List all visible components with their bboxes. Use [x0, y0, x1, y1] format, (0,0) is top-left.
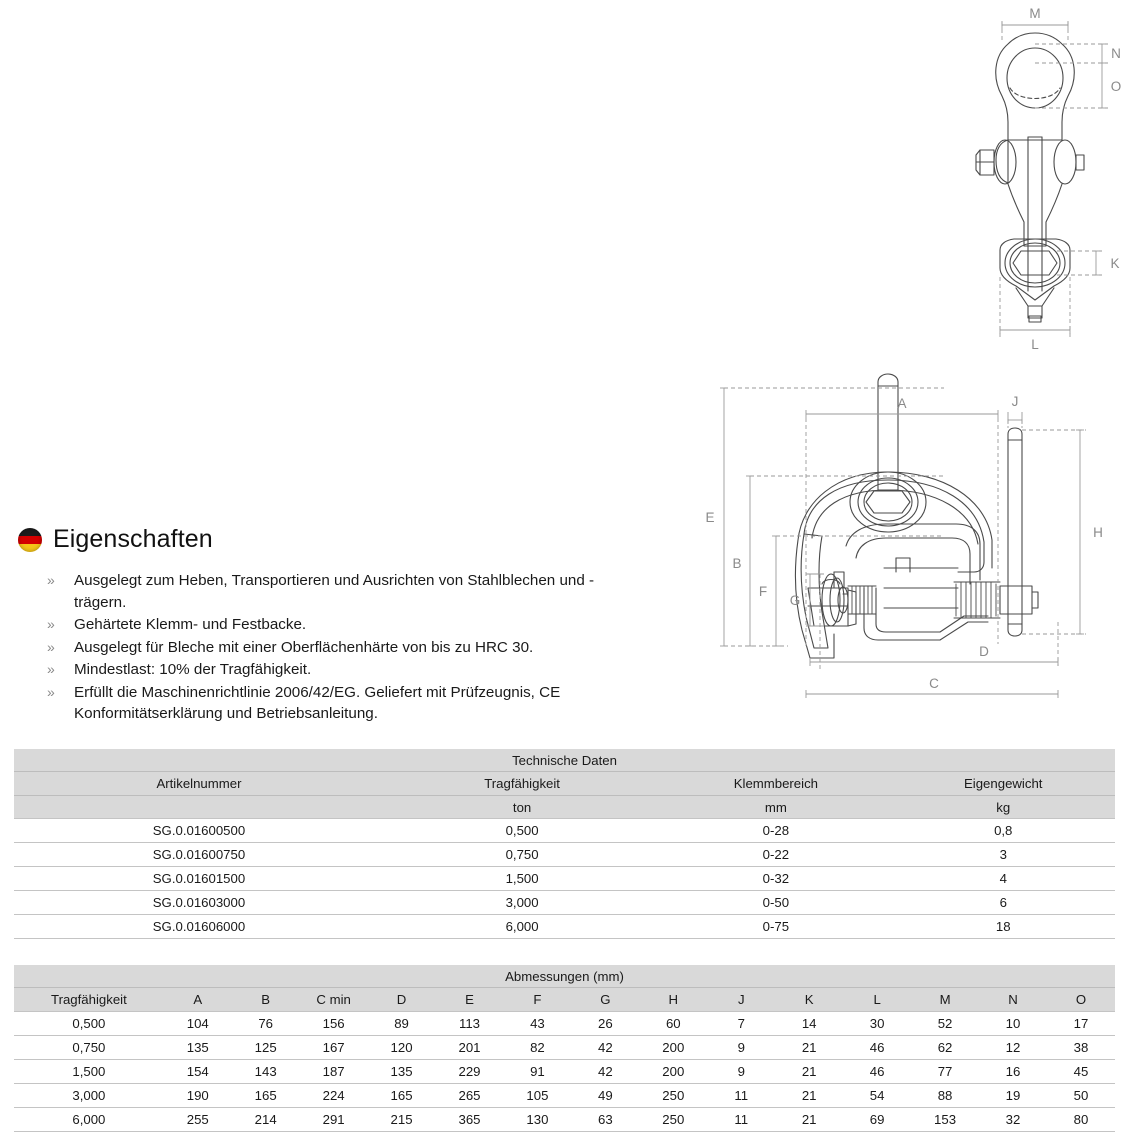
technical-data-table — [14, 748, 1115, 939]
cell-dim-f: 130 — [503, 1108, 571, 1132]
cell-dim-g: 42 — [571, 1060, 639, 1084]
table-unit-row — [14, 796, 1115, 819]
unit-cell: mm — [660, 796, 891, 819]
cell-dim-b: 76 — [232, 1012, 300, 1036]
cell-dim-g: 49 — [571, 1084, 639, 1108]
feature-text: Erfüllt die Maschinenrichtlinie 2006/42/EG. Geliefert mit Prüfzeugnis, CE Konformitätserklärung und Betriebsanleitung. — [74, 683, 561, 722]
cell-dim-f: 91 — [503, 1060, 571, 1084]
dim-label-M: M — [1029, 6, 1041, 21]
feature-item — [47, 682, 618, 725]
cell-dim-b: 214 — [232, 1108, 300, 1132]
cell-dim-n: 32 — [979, 1108, 1047, 1132]
cell-dim-k: 21 — [775, 1108, 843, 1132]
column-header: A — [164, 988, 232, 1012]
cell-article-number: SG.0.01603000 — [14, 891, 384, 915]
table-row — [14, 819, 1115, 843]
cell-dim-h: 250 — [639, 1108, 707, 1132]
column-header: C min — [300, 988, 368, 1012]
dim-label-O: O — [1110, 79, 1122, 94]
cell-dim-d: 165 — [368, 1084, 436, 1108]
cell-article-number: SG.0.01600750 — [14, 843, 384, 867]
cell-dim-k: 14 — [775, 1012, 843, 1036]
cell-weight: 0,8 — [891, 819, 1115, 843]
bullet-icon: » — [47, 638, 55, 655]
cell-dim-m: 77 — [911, 1060, 979, 1084]
cell-dim-h: 250 — [639, 1084, 707, 1108]
table-title-row — [14, 749, 1115, 772]
cell-dim-f: 105 — [503, 1084, 571, 1108]
column-header: J — [707, 988, 775, 1012]
bullet-icon: » — [47, 661, 55, 677]
features-header — [18, 525, 618, 554]
table-row — [14, 915, 1115, 939]
cell-dim-e: 113 — [436, 1012, 504, 1036]
cell-capacity: 1,500 — [14, 1060, 164, 1084]
cell-capacity: 3,000 — [14, 1084, 164, 1108]
cell-dim-l: 69 — [843, 1108, 911, 1132]
dim-label-L: L — [1031, 337, 1039, 352]
cell-dim-d: 89 — [368, 1012, 436, 1036]
column-header: D — [368, 988, 436, 1012]
dim-label-N: N — [1111, 46, 1121, 61]
cell-dim-c: 224 — [300, 1084, 368, 1108]
cell-capacity: 0,500 — [14, 1012, 164, 1036]
table-title-row — [14, 965, 1115, 988]
dim-label-E: E — [705, 510, 715, 525]
bullet-icon: » — [47, 683, 55, 700]
dim-label-G: G — [789, 593, 801, 608]
cell-dim-n: 16 — [979, 1060, 1047, 1084]
cell-dim-o: 45 — [1047, 1060, 1115, 1084]
feature-text: Ausgelegt für Bleche mit einer Oberflächenhärte von bis zu HRC 30. — [74, 638, 534, 656]
cell-capacity: 3,000 — [384, 891, 660, 915]
cell-dim-f: 82 — [503, 1036, 571, 1060]
dimensions-table — [14, 964, 1115, 1132]
cell-dim-g: 63 — [571, 1108, 639, 1132]
column-header: H — [639, 988, 707, 1012]
cell-dim-l: 46 — [843, 1036, 911, 1060]
feature-item — [47, 637, 618, 659]
column-header: N — [979, 988, 1047, 1012]
table-row — [14, 1012, 1115, 1036]
german-flag-icon — [18, 528, 42, 552]
dim-label-A: A — [897, 396, 907, 411]
cell-dim-d: 120 — [368, 1036, 436, 1060]
cell-dim-j: 7 — [707, 1012, 775, 1036]
cell-dim-j: 9 — [707, 1036, 775, 1060]
cell-dim-c: 291 — [300, 1108, 368, 1132]
cell-clamping-range: 0-32 — [660, 867, 891, 891]
cell-dim-m: 153 — [911, 1108, 979, 1132]
table-header-row — [14, 772, 1115, 796]
feature-text: Ausgelegt zum Heben, Transportieren und Ausrichten von Stahlblechen und -trägern. — [74, 572, 595, 611]
cell-dim-a: 104 — [164, 1012, 232, 1036]
cell-capacity: 0,500 — [384, 819, 660, 843]
column-header: O — [1047, 988, 1115, 1012]
cell-dim-e: 365 — [436, 1108, 504, 1132]
cell-dim-b: 143 — [232, 1060, 300, 1084]
dim-label-H: H — [1093, 525, 1103, 540]
cell-dim-j: 9 — [707, 1060, 775, 1084]
cell-capacity: 0,750 — [384, 843, 660, 867]
cell-dim-a: 154 — [164, 1060, 232, 1084]
dim-label-K: K — [1110, 256, 1120, 271]
cell-dim-g: 26 — [571, 1012, 639, 1036]
cell-dim-l: 54 — [843, 1084, 911, 1108]
cell-dim-a: 190 — [164, 1084, 232, 1108]
cell-dim-c: 167 — [300, 1036, 368, 1060]
column-header: L — [843, 988, 911, 1012]
bullet-icon: » — [47, 572, 55, 588]
cell-dim-a: 135 — [164, 1036, 232, 1060]
column-header: Tragfähigkeit — [14, 988, 164, 1012]
cell-clamping-range: 0-50 — [660, 891, 891, 915]
cell-dim-j: 11 — [707, 1084, 775, 1108]
features-section — [18, 525, 618, 726]
features-list — [18, 570, 618, 725]
cell-dim-o: 80 — [1047, 1108, 1115, 1132]
cell-dim-k: 21 — [775, 1084, 843, 1108]
cell-dim-e: 201 — [436, 1036, 504, 1060]
cell-clamping-range: 0-28 — [660, 819, 891, 843]
dim-label-J: J — [1011, 394, 1019, 409]
unit-cell: kg — [891, 796, 1115, 819]
cell-dim-o: 17 — [1047, 1012, 1115, 1036]
cell-dim-m: 88 — [911, 1084, 979, 1108]
table-title: Abmessungen (mm) — [14, 965, 1115, 988]
cell-weight: 3 — [891, 843, 1115, 867]
cell-dim-c: 187 — [300, 1060, 368, 1084]
cell-dim-b: 125 — [232, 1036, 300, 1060]
table-header-row — [14, 988, 1115, 1012]
cell-clamping-range: 0-75 — [660, 915, 891, 939]
cell-dim-h: 60 — [639, 1012, 707, 1036]
table-row — [14, 891, 1115, 915]
column-header: Artikelnummer — [14, 772, 384, 796]
table-row — [14, 1084, 1115, 1108]
unit-cell: ton — [384, 796, 660, 819]
table-row — [14, 1060, 1115, 1084]
cell-article-number: SG.0.01600500 — [14, 819, 384, 843]
cell-dim-l: 46 — [843, 1060, 911, 1084]
cell-capacity: 6,000 — [384, 915, 660, 939]
cell-dim-e: 265 — [436, 1084, 504, 1108]
cell-dim-m: 52 — [911, 1012, 979, 1036]
cell-dim-h: 200 — [639, 1060, 707, 1084]
table-title: Technische Daten — [14, 749, 1115, 772]
cell-dim-j: 11 — [707, 1108, 775, 1132]
cell-dim-m: 62 — [911, 1036, 979, 1060]
cell-weight: 6 — [891, 891, 1115, 915]
dim-label-C: C — [929, 676, 939, 691]
feature-item — [47, 659, 618, 681]
cell-dim-h: 200 — [639, 1036, 707, 1060]
cell-dim-l: 30 — [843, 1012, 911, 1036]
cell-clamping-range: 0-22 — [660, 843, 891, 867]
feature-text: Mindestlast: 10% der Tragfähigkeit. — [74, 661, 312, 678]
cell-dim-b: 165 — [232, 1084, 300, 1108]
unit-cell — [14, 796, 384, 819]
dim-label-B: B — [732, 556, 742, 571]
column-header: K — [775, 988, 843, 1012]
cell-dim-n: 19 — [979, 1084, 1047, 1108]
column-header: F — [503, 988, 571, 1012]
cell-capacity: 0,750 — [14, 1036, 164, 1060]
cell-dim-k: 21 — [775, 1060, 843, 1084]
screw-clamp-side-view-drawing — [688, 372, 1129, 722]
cell-dim-a: 255 — [164, 1108, 232, 1132]
cell-dim-d: 215 — [368, 1108, 436, 1132]
shackle-front-view-drawing — [930, 0, 1129, 365]
table-row — [14, 843, 1115, 867]
column-header: M — [911, 988, 979, 1012]
cell-weight: 4 — [891, 867, 1115, 891]
table-row — [14, 1108, 1115, 1132]
bullet-icon: » — [47, 616, 55, 632]
cell-dim-d: 135 — [368, 1060, 436, 1084]
column-header: Eigengewicht — [891, 772, 1115, 796]
cell-weight: 18 — [891, 915, 1115, 939]
cell-article-number: SG.0.01601500 — [14, 867, 384, 891]
dim-label-F: F — [758, 584, 768, 599]
cell-dim-k: 21 — [775, 1036, 843, 1060]
table-row — [14, 867, 1115, 891]
cell-dim-f: 43 — [503, 1012, 571, 1036]
column-header: E — [436, 988, 504, 1012]
cell-dim-n: 12 — [979, 1036, 1047, 1060]
column-header: G — [571, 988, 639, 1012]
cell-dim-c: 156 — [300, 1012, 368, 1036]
cell-capacity: 6,000 — [14, 1108, 164, 1132]
cell-dim-o: 50 — [1047, 1084, 1115, 1108]
cell-dim-n: 10 — [979, 1012, 1047, 1036]
column-header: B — [232, 988, 300, 1012]
features-title: Eigenschaften — [53, 525, 213, 553]
feature-item — [47, 570, 618, 613]
cell-capacity: 1,500 — [384, 867, 660, 891]
cell-dim-g: 42 — [571, 1036, 639, 1060]
column-header: Tragfähigkeit — [384, 772, 660, 796]
cell-dim-e: 229 — [436, 1060, 504, 1084]
cell-article-number: SG.0.01606000 — [14, 915, 384, 939]
column-header: Klemmbereich — [660, 772, 891, 796]
cell-dim-o: 38 — [1047, 1036, 1115, 1060]
feature-item — [47, 614, 618, 636]
table-row — [14, 1036, 1115, 1060]
feature-text: Gehärtete Klemm- und Festbacke. — [74, 616, 307, 633]
dim-label-D: D — [979, 644, 989, 659]
